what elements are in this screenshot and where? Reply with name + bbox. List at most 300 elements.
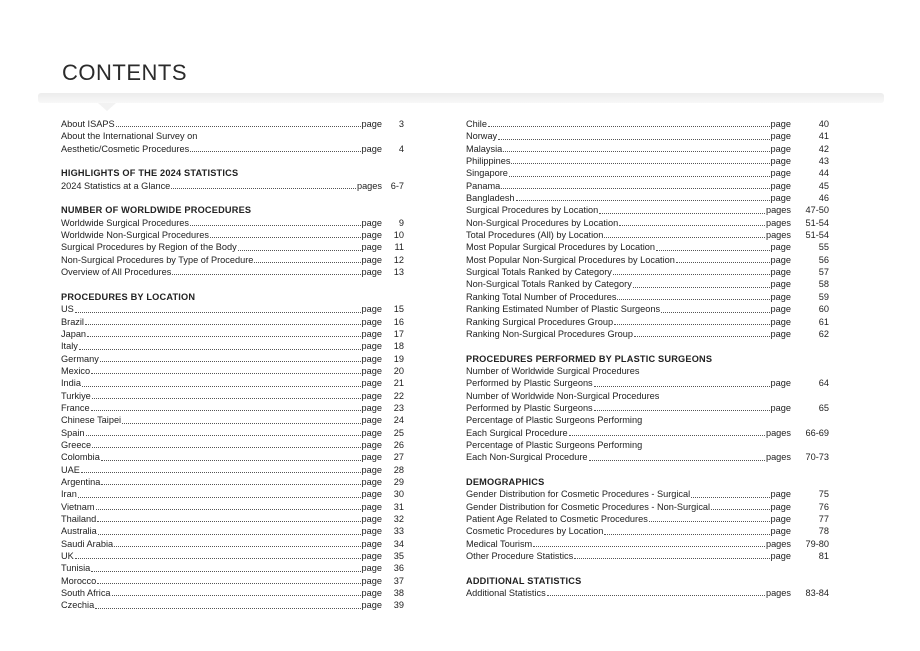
toc-entry-label: Tunisia — [61, 563, 91, 574]
dot-leader — [116, 126, 361, 127]
toc-entry-label: Most Popular Surgical Procedures by Location — [466, 242, 655, 253]
toc-entry-label: US — [61, 304, 74, 315]
toc-right-column — [466, 118, 829, 599]
toc-entry-label: Gender Distribution for Cosmetic Procedures - Non-Surgical — [466, 501, 711, 512]
toc-entry-label: Japan — [61, 328, 87, 339]
toc-entry[interactable] — [466, 525, 829, 537]
toc-entry-label: UK — [61, 551, 74, 562]
toc-entry-label: Vietnam — [61, 501, 95, 512]
dot-leader — [691, 497, 769, 498]
page-word: page — [361, 526, 382, 537]
toc-entry[interactable] — [466, 291, 829, 303]
toc-entry-label: Surgical Totals Ranked by Category — [466, 267, 612, 278]
toc-section-additional — [466, 587, 829, 599]
toc-entry[interactable] — [61, 328, 404, 340]
page-number: 25 — [393, 427, 404, 438]
dot-leader — [661, 312, 769, 313]
dot-leader — [97, 583, 360, 584]
toc-entry[interactable] — [61, 476, 404, 488]
dot-leader — [91, 373, 360, 374]
dot-leader — [619, 225, 765, 226]
dot-leader — [533, 546, 765, 547]
dot-leader — [114, 546, 360, 547]
toc-entry[interactable] — [466, 501, 829, 513]
page-word: pages — [765, 205, 791, 216]
page-number: 57 — [818, 267, 829, 278]
page-word: page — [770, 254, 791, 265]
dot-leader — [82, 386, 361, 387]
toc-entry[interactable] — [61, 316, 404, 328]
page-word: page — [770, 168, 791, 179]
page-word: page — [361, 217, 382, 228]
toc-entry-label: Saudi Arabia — [61, 538, 114, 549]
toc-entry-label: Total Procedures (All) by Location — [466, 230, 604, 241]
page-number: 39 — [393, 600, 404, 611]
page-word: pages — [765, 452, 791, 463]
page-number: 22 — [393, 390, 404, 401]
toc-entry-label: Australia — [61, 526, 97, 537]
dot-leader — [91, 571, 360, 572]
toc-entry-label: Most Popular Non-Surgical Procedures by Location — [466, 254, 675, 265]
toc-entry[interactable] — [61, 365, 404, 377]
toc-entry-label: Chinese Taipei — [61, 415, 122, 426]
page-word: page — [361, 143, 382, 154]
page-number: 9 — [398, 217, 404, 228]
toc-entry-label: Each Non-Surgical Procedure — [466, 452, 588, 463]
dot-leader — [75, 312, 361, 313]
page-number: 62 — [818, 328, 829, 339]
page-number: 45 — [818, 180, 829, 191]
dot-leader — [633, 287, 770, 288]
page-word: page — [361, 415, 382, 426]
page-number: 27 — [393, 452, 404, 463]
dot-leader — [599, 213, 765, 214]
page-number: 37 — [393, 575, 404, 586]
toc-entry[interactable] — [466, 217, 829, 229]
dot-leader — [86, 435, 361, 436]
dot-leader — [509, 176, 770, 177]
toc-entry-label: Italy — [61, 341, 78, 352]
dot-leader — [488, 126, 770, 127]
dot-leader — [516, 200, 770, 201]
page-word: page — [770, 501, 791, 512]
page-word: page — [770, 119, 791, 129]
toc-entry[interactable] — [61, 427, 404, 439]
toc-entry[interactable] — [61, 266, 404, 278]
page-word: page — [361, 588, 382, 599]
toc-entry[interactable] — [466, 328, 829, 340]
dot-leader — [190, 151, 360, 152]
toc-entry[interactable] — [466, 229, 829, 241]
page-word: page — [770, 489, 791, 500]
toc-entry[interactable] — [466, 377, 829, 389]
section-heading-highlights: HIGHLIGHTS OF THE 2024 STATISTICS — [61, 168, 239, 179]
toc-entry[interactable] — [61, 377, 404, 389]
toc-entry-label: Ranking Total Number of Procedures — [466, 291, 617, 302]
toc-entry-label: Philippines — [466, 156, 511, 167]
dot-leader — [96, 509, 361, 510]
page-number: 40 — [818, 119, 829, 129]
toc-entry[interactable] — [466, 402, 829, 414]
toc-entry-label: Chile — [466, 119, 487, 129]
toc-entry[interactable] — [61, 353, 404, 365]
dot-leader — [92, 447, 360, 448]
page-number: 29 — [393, 476, 404, 487]
page-number: 70-73 — [805, 452, 829, 463]
page-word: page — [361, 489, 382, 500]
toc-entry-label: Cosmetic Procedures by Location — [466, 526, 604, 537]
toc-entry-label: Surgical Procedures by Location — [466, 205, 599, 216]
toc-entry[interactable] — [466, 180, 829, 192]
dot-leader — [190, 225, 361, 226]
page-word: page — [361, 365, 382, 376]
page-number: 36 — [393, 563, 404, 574]
page-word: page — [770, 402, 791, 413]
page-word: page — [361, 378, 382, 389]
toc-entry-label: South Africa — [61, 588, 111, 599]
toc-entry-label: Each Surgical Procedure — [466, 427, 568, 438]
dot-leader — [617, 299, 769, 300]
page-word: page — [361, 452, 382, 463]
toc-entry-label: About the International Survey on — [61, 131, 198, 142]
page-number: 26 — [393, 439, 404, 450]
toc-entry[interactable] — [61, 414, 404, 426]
toc-entry-label: Germany — [61, 353, 99, 364]
section-heading-demographics: DEMOGRAPHICS — [466, 476, 545, 487]
page-word: page — [361, 254, 382, 265]
toc-section-highlights — [61, 180, 404, 192]
dot-leader — [501, 188, 769, 189]
page-number: 23 — [393, 402, 404, 413]
toc-entry[interactable] — [61, 562, 404, 574]
toc-entry-label: Panama — [466, 180, 501, 191]
toc-entry[interactable] — [466, 538, 829, 550]
page-number: 16 — [393, 316, 404, 327]
dot-leader — [78, 497, 361, 498]
dot-leader — [172, 274, 360, 275]
page-word: page — [770, 316, 791, 327]
toc-entry[interactable] — [466, 513, 829, 525]
page-number: 6-7 — [390, 180, 404, 191]
page-word: pages — [765, 538, 791, 549]
toc-section-demographics — [466, 488, 829, 562]
page-word: page — [361, 427, 382, 438]
page-word: page — [770, 143, 791, 154]
page-number: 18 — [393, 341, 404, 352]
toc-entry[interactable] — [61, 390, 404, 402]
toc-entry[interactable] — [61, 587, 404, 599]
toc-entry[interactable] — [61, 464, 404, 476]
section-heading-additional: ADDITIONAL STATISTICS — [466, 575, 582, 586]
toc-entry[interactable] — [466, 278, 829, 290]
toc-entry[interactable] — [466, 241, 829, 253]
toc-entry[interactable] — [61, 217, 404, 229]
section-heading-worldwide: NUMBER OF WORLDWIDE PROCEDURES — [61, 205, 252, 216]
dot-leader — [122, 423, 360, 424]
toc-entry-label: Morocco — [61, 575, 97, 586]
toc-entry-label: Number of Worldwide Surgical Procedures — [466, 365, 640, 376]
toc-entry-label: Iran — [61, 489, 77, 500]
page-number: 79-80 — [805, 538, 829, 549]
page-word: page — [770, 304, 791, 315]
page-word: page — [361, 464, 382, 475]
page-word: page — [770, 267, 791, 278]
toc-entry[interactable] — [61, 525, 404, 537]
page-number: 4 — [398, 143, 404, 154]
page-number: 56 — [818, 254, 829, 265]
toc-entry[interactable] — [61, 575, 404, 587]
page-number: 51-54 — [805, 217, 829, 228]
page-number: 76 — [818, 501, 829, 512]
toc-entry-label: Gender Distribution for Cosmetic Procedures - Surgical — [466, 489, 691, 500]
page-number: 59 — [818, 291, 829, 302]
toc-entry[interactable] — [466, 550, 829, 562]
dot-leader — [574, 558, 769, 559]
section-heading-location: PROCEDURES BY LOCATION — [61, 291, 196, 302]
dot-leader — [498, 139, 769, 140]
page-number: 11 — [394, 242, 404, 253]
page-word: page — [361, 538, 382, 549]
page-word: page — [770, 378, 791, 389]
toc-entry[interactable] — [61, 501, 404, 513]
page-word: page — [770, 180, 791, 191]
page-number: 42 — [818, 143, 829, 154]
toc-entry-label: Non-Surgical Procedures by Type of Procedure — [61, 254, 254, 265]
toc-entry-label: Colombia — [61, 452, 100, 463]
toc-entry[interactable] — [466, 192, 829, 204]
dot-leader — [589, 460, 765, 461]
toc-entry[interactable] — [466, 488, 829, 500]
page-word: page — [361, 119, 382, 129]
toc-entry-label: Ranking Non-Surgical Procedures Group — [466, 328, 633, 339]
page-number: 41 — [818, 131, 829, 142]
page-word: page — [770, 514, 791, 524]
toc-section-location — [61, 303, 404, 612]
dot-leader — [569, 435, 765, 436]
toc-entry[interactable] — [466, 130, 829, 142]
header-pointer — [98, 103, 116, 111]
toc-section-location-cont — [466, 118, 829, 340]
toc-entry-label: Patient Age Related to Cosmetic Procedures — [466, 514, 648, 524]
page-word: page — [770, 156, 791, 167]
toc-entry[interactable] — [466, 316, 829, 328]
toc-entry-label: Percentage of Plastic Surgeons Performing — [466, 415, 643, 426]
page-word: page — [361, 600, 382, 611]
toc-entry[interactable] — [61, 143, 404, 155]
toc-section-survey — [61, 143, 404, 155]
page-number: 51-54 — [805, 230, 829, 241]
toc-entry-label: Turkiye — [61, 390, 91, 401]
dot-leader — [711, 509, 769, 510]
page-number: 32 — [393, 514, 404, 524]
toc-entry-label: Medical Tourism — [466, 538, 533, 549]
dot-leader — [676, 262, 770, 263]
toc-entry-label: Bangladesh — [466, 193, 515, 204]
page-word: pages — [765, 217, 791, 228]
dot-leader — [87, 336, 361, 337]
dot-leader — [100, 361, 361, 362]
toc-entry[interactable] — [61, 118, 404, 130]
toc-entry[interactable] — [61, 439, 404, 451]
page-number: 44 — [818, 168, 829, 179]
toc-entry-label: Non-Surgical Procedures by Location — [466, 217, 619, 228]
toc-entry[interactable] — [61, 340, 404, 352]
toc-entry-label: Argentina — [61, 476, 101, 487]
dot-leader — [85, 324, 361, 325]
dot-leader — [604, 534, 769, 535]
page-word: page — [361, 563, 382, 574]
toc-entry[interactable] — [466, 266, 829, 278]
toc-entry-label: Ranking Estimated Number of Plastic Surgeons — [466, 304, 661, 315]
toc-entry[interactable] — [466, 427, 829, 439]
page-number: 61 — [818, 316, 829, 327]
toc-entry[interactable] — [61, 254, 404, 266]
toc-entry[interactable] — [61, 451, 404, 463]
page-word: page — [770, 291, 791, 302]
toc-entry[interactable] — [61, 303, 404, 315]
dot-leader — [101, 460, 361, 461]
toc-entry[interactable] — [61, 488, 404, 500]
header-divider — [38, 93, 884, 103]
page-number: 58 — [818, 279, 829, 290]
toc-section-intro — [61, 118, 404, 130]
toc-entry-label: Norway — [466, 131, 498, 142]
toc-entry[interactable] — [61, 513, 404, 525]
page-number: 55 — [818, 242, 829, 253]
toc-entry[interactable] — [466, 118, 829, 130]
toc-entry[interactable] — [466, 143, 829, 155]
toc-entry[interactable] — [466, 587, 829, 599]
dot-leader — [254, 262, 360, 263]
toc-entry[interactable] — [61, 550, 404, 562]
toc-entry[interactable] — [466, 155, 829, 167]
dot-leader — [97, 521, 360, 522]
page-number: 35 — [393, 551, 404, 562]
page-number: 34 — [393, 538, 404, 549]
toc-entry-label: Worldwide Non-Surgical Procedures — [61, 230, 209, 241]
toc-entry-label: Brazil — [61, 316, 84, 327]
page-number: 13 — [393, 267, 404, 278]
dot-leader — [634, 336, 770, 337]
page-number: 10 — [393, 230, 404, 241]
page-number: 17 — [393, 328, 404, 339]
toc-entry-label: Performed by Plastic Surgeons — [466, 378, 593, 389]
page-number: 81 — [818, 551, 829, 562]
toc-entry-label: Czechia — [61, 600, 95, 611]
dot-leader — [594, 410, 770, 411]
page-number: 12 — [393, 254, 404, 265]
dot-leader — [101, 484, 360, 485]
page-word: page — [361, 476, 382, 487]
toc-entry-label: India — [61, 378, 81, 389]
page-word: page — [361, 402, 382, 413]
dot-leader — [91, 410, 361, 411]
page-number: 64 — [818, 378, 829, 389]
toc-entry-label: Thailand — [61, 514, 97, 524]
toc-entry[interactable] — [466, 167, 829, 179]
page-word: page — [361, 439, 382, 450]
toc-entry[interactable] — [466, 254, 829, 266]
page-word: page — [361, 551, 382, 562]
toc-entry-label: Overview of All Procedures — [61, 267, 172, 278]
toc-entry-label: Additional Statistics — [466, 588, 546, 599]
dot-leader — [79, 349, 361, 350]
toc-entry[interactable] — [61, 402, 404, 414]
dot-leader — [656, 250, 770, 251]
page-number: 3 — [398, 119, 404, 129]
page-number: 19 — [393, 353, 404, 364]
dot-leader — [604, 237, 765, 238]
dot-leader — [98, 534, 361, 535]
page-word: page — [361, 316, 382, 327]
toc-entry[interactable] — [466, 204, 829, 216]
dot-leader — [547, 595, 765, 596]
dot-leader — [613, 274, 770, 275]
dot-leader — [503, 151, 769, 152]
toc-entry[interactable] — [61, 229, 404, 241]
toc-entry-label: Percentage of Plastic Surgeons Performing — [466, 439, 643, 450]
toc-entry-label: Singapore — [466, 168, 508, 179]
page-word: page — [770, 526, 791, 537]
dot-leader — [112, 595, 361, 596]
dot-leader — [75, 558, 361, 559]
section-heading-surgeons: PROCEDURES PERFORMED BY PLASTIC SURGEONS — [466, 353, 713, 364]
page-word: page — [770, 193, 791, 204]
toc-entry-label: Other Procedure Statistics — [466, 551, 574, 562]
toc-entry[interactable] — [61, 538, 404, 550]
page-word: page — [361, 267, 382, 278]
page-word: pages — [356, 180, 382, 191]
toc-entry-label: UAE — [61, 464, 80, 475]
toc-entry-label: Spain — [61, 427, 85, 438]
toc-entry-label: France — [61, 402, 90, 413]
page-number: 15 — [393, 304, 404, 315]
toc-entry-label: Surgical Procedures by Region of the Body — [61, 242, 237, 253]
page-number: 46 — [818, 193, 829, 204]
page-number: 47-50 — [805, 205, 829, 216]
toc-entry[interactable] — [61, 241, 404, 253]
dot-leader — [81, 472, 361, 473]
page-title: CONTENTS — [62, 60, 187, 85]
toc-entry[interactable] — [466, 303, 829, 315]
toc-entry-label: Aesthetic/Cosmetic Procedures — [61, 143, 190, 154]
page-word: page — [361, 353, 382, 364]
toc-entry[interactable] — [466, 451, 829, 463]
toc-entry-label: Greece — [61, 439, 92, 450]
toc-entry-label: Ranking Surgical Procedures Group — [466, 316, 614, 327]
toc-entry-label: 2024 Statistics at a Glance — [61, 180, 171, 191]
dot-leader — [614, 324, 769, 325]
page-number: 38 — [393, 588, 404, 599]
toc-entry-label: Number of Worldwide Non-Surgical Procedures — [466, 390, 660, 401]
page-number: 31 — [393, 501, 404, 512]
page-number: 78 — [818, 526, 829, 537]
dot-leader — [649, 521, 770, 522]
page-number: 30 — [393, 489, 404, 500]
page-word: page — [361, 390, 382, 401]
toc-entry-label: About ISAPS — [61, 119, 115, 129]
page-word: page — [361, 242, 382, 253]
page-number: 43 — [818, 156, 829, 167]
page-word: page — [770, 279, 791, 290]
toc-entry[interactable] — [61, 180, 404, 192]
toc-entry[interactable] — [61, 599, 404, 611]
page-word: page — [361, 230, 382, 241]
page-word: page — [361, 304, 382, 315]
page-word: page — [361, 514, 382, 524]
page-word: page — [361, 328, 382, 339]
toc-entry-label: Worldwide Surgical Procedures — [61, 217, 190, 228]
